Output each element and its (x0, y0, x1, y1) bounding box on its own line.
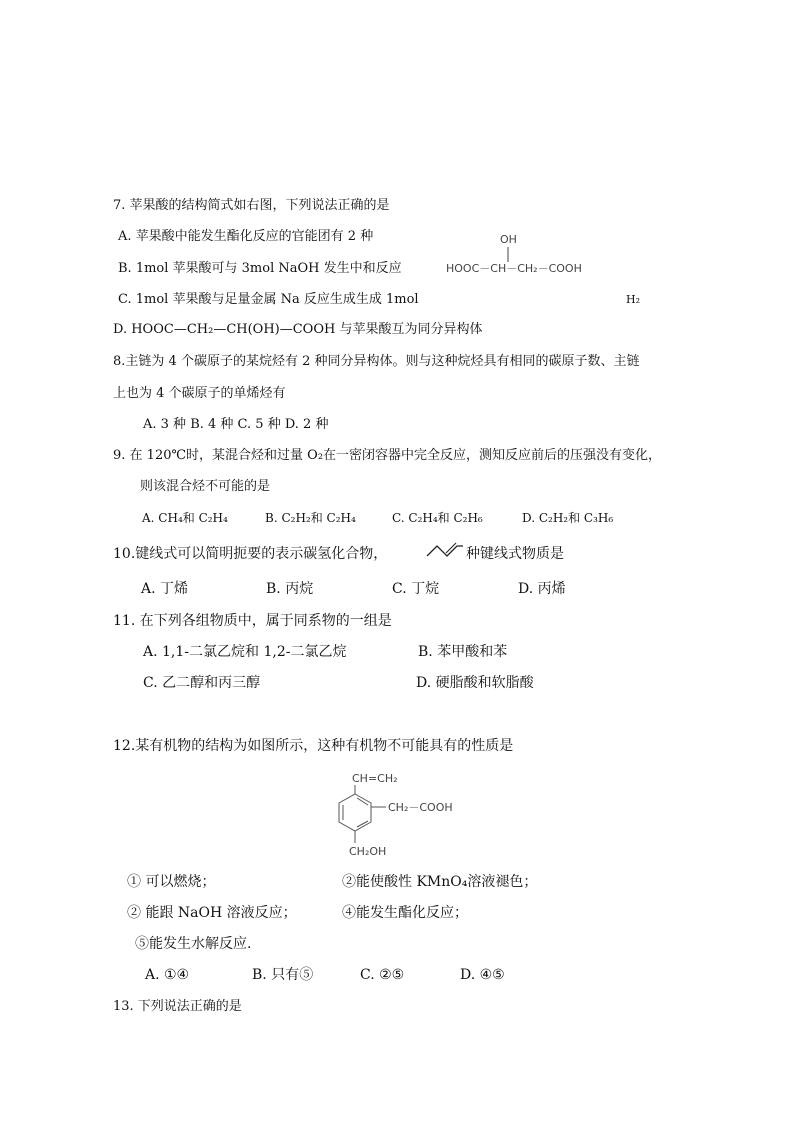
q12-option-d: D. ④⑤ (460, 967, 505, 983)
malic-acid-oh: OH (500, 233, 517, 246)
q11-option-d: D. 硬脂酸和软脂酸 (416, 675, 534, 691)
q7-option-c: C. 1mol 苹果酸与足量金属 Na 反应生成生成 1mol (118, 292, 419, 307)
q12-side-chain: CH₂－COOH (388, 801, 453, 814)
q12-vinyl-group: CH=CH₂ (352, 772, 398, 785)
q8-options: A. 3 种 B. 4 种 C. 5 种 D. 2 种 (143, 417, 329, 432)
q7-stem: 7. 苹果酸的结构简式如右图，下列说法正确的是 (113, 198, 390, 213)
zigzag-bond-line-icon (425, 542, 465, 560)
q12-hydroxymethyl: CH₂OH (349, 845, 387, 858)
q10-option-c: C. 丁烷 (392, 581, 440, 597)
q12-option-c: C. ②⑤ (360, 967, 405, 983)
q9-option-c: C. C₂H₄和 C₂H₆ (392, 511, 483, 525)
q10-option-a: A. 丁烯 (141, 581, 189, 597)
q12-property-3: ② 能跟 NaOH 溶液反应； (127, 905, 297, 921)
q11-option-b: B. 苯甲酸和苯 (418, 644, 508, 660)
q13-stem: 13. 下列说法正确的是 (113, 999, 242, 1014)
q9-option-a: A. CH₄和 C₂H₄ (142, 511, 228, 525)
q7-option-b: B. 1mol 苹果酸可与 3mol NaOH 发生中和反应 (118, 261, 402, 276)
q12-property-2: ②能使酸性 KMnO₄溶液褪色； (342, 874, 538, 890)
benzene-ring-icon (338, 785, 388, 847)
q12-property-1: ① 可以燃烧； (127, 874, 216, 890)
q11-option-c: C. 乙二醇和丙三醇 (143, 675, 261, 691)
malic-acid-chain: HOOC－CH－CH₂－COOH (446, 262, 582, 275)
q8-stem-line1: 8.主链为 4 个碳原子的某烷烃有 2 种同分异构体。则与这种烷烃具有相同的碳原子数、主链 (113, 354, 640, 369)
q12-option-b: B. 只有⑤ (252, 967, 314, 983)
q12-property-5: ⑤能发生水解反应. (135, 936, 252, 952)
q7-option-a: A. 苹果酸中能发生酯化反应的官能团有 2 种 (118, 229, 374, 244)
q12-option-a: A. ①④ (145, 967, 190, 983)
malic-acid-bond (506, 247, 510, 263)
q9-stem-line2: 则该混合烃不可能的是 (140, 479, 271, 494)
q10-option-b: B. 丙烷 (266, 581, 314, 597)
q9-option-d: D. C₂H₂和 C₃H₆ (522, 511, 614, 525)
q11-stem: 11. 在下列各组物质中，属于同系物的一组是 (113, 613, 392, 629)
q10-stem-pre: 10.键线式可以简明扼要的表示碳氢化合物， (113, 546, 388, 562)
q9-option-b: B. C₂H₂和 C₂H₄ (265, 511, 356, 525)
q7-option-c-tail: H₂ (626, 293, 641, 306)
q12-property-4: ④能发生酯化反应； (342, 905, 468, 921)
q9-stem-line1: 9. 在 120℃时，某混合烃和过量 O₂在一密闭容器中完全反应，测知反应前后的压强没有变化， (113, 448, 662, 463)
q8-stem-line2: 上也为 4 个碳原子的单烯烃有 (113, 386, 286, 401)
q10-option-d: D. 丙烯 (518, 581, 566, 597)
q7-option-d: D. HOOC—CH₂—CH(OH)—COOH 与苹果酸互为同分异构体 (113, 322, 483, 337)
q11-option-a: A. 1,1-二氯乙烷和 1,2-二氯乙烷 (143, 644, 347, 660)
q10-stem-post: 种键线式物质是 (466, 546, 564, 562)
q12-stem: 12.某有机物的结构为如图所示，这种有机物不可能具有的性质是 (113, 738, 514, 754)
